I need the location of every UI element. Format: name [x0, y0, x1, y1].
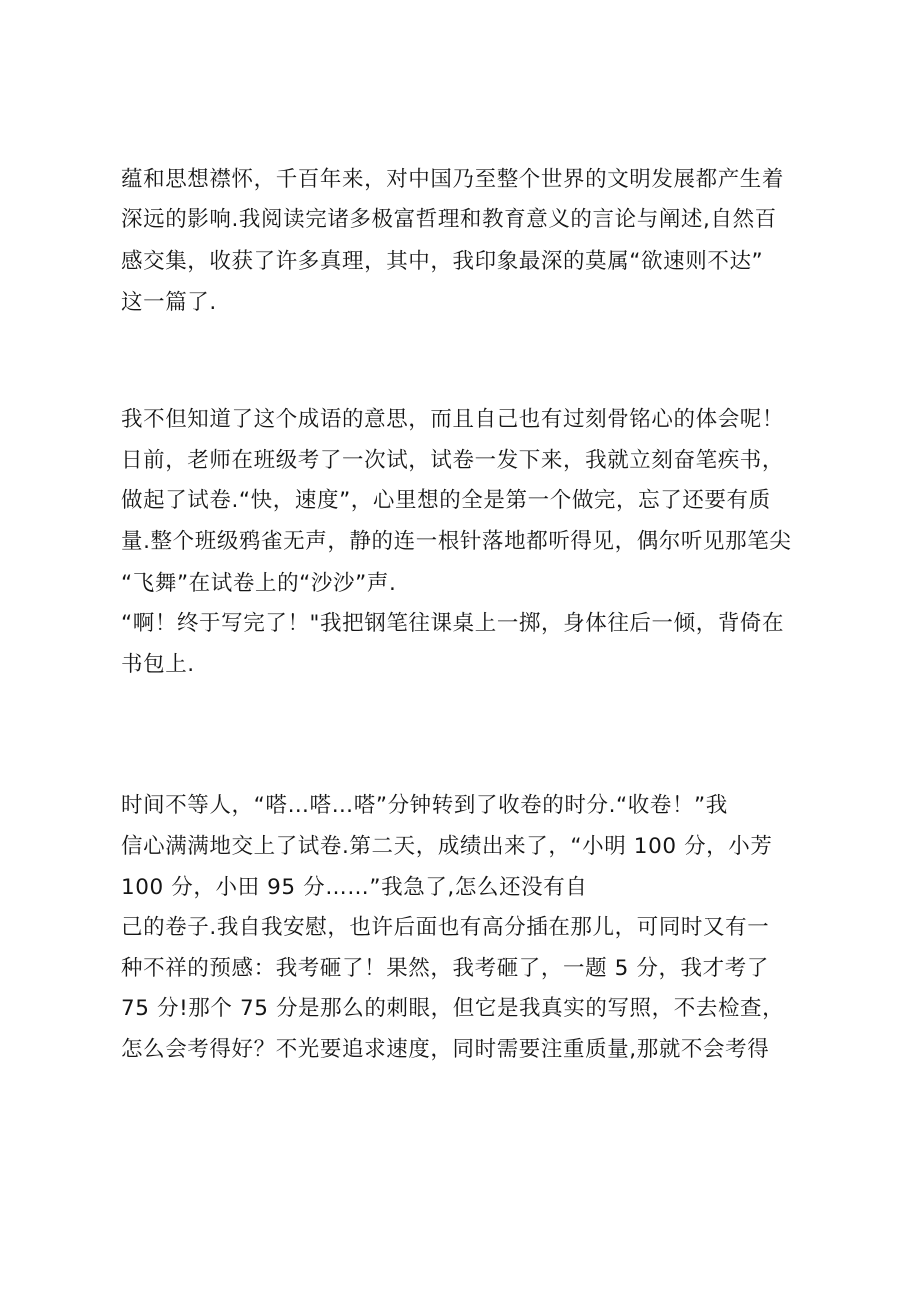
- paragraph-3-line-3: 100 分，小田 95 分……”我急了,怎么还没有自: [121, 875, 588, 900]
- paragraph-3-line-2: 信心满满地交上了试卷.第二天，成绩出来了，“小明 100 分，小芳: [121, 834, 773, 859]
- paragraph-2-line-3: 做起了试卷.“快，速度”，心里想的全是第一个做完，忘了还要有质: [121, 488, 771, 513]
- paragraph-1-line-3: 感交集，收获了许多真理，其中，我印象最深的莫属“欲速则不达”: [121, 249, 764, 274]
- paragraph-2-line-7: 书包上.: [121, 652, 195, 677]
- paragraph-3-line-5: 种不祥的预感：我考砸了！果然，我考砸了，一题 5 分，我才考了: [121, 956, 769, 981]
- paragraph-3-line-4: 己的卷子.我自我安慰，也许后面也有高分插在那儿，可同时又有一: [121, 915, 770, 940]
- paragraph-1-line-1: 蕴和思想襟怀，千百年来，对中国乃至整个世界的文明发展都产生着: [121, 167, 785, 192]
- paragraph-1-line-4: 这一篇了.: [121, 290, 217, 315]
- paragraph-2-line-2: 日前，老师在班级考了一次试，试卷一发下来，我就立刻奋笔疾书，: [121, 448, 785, 473]
- paragraph-1-line-2: 深远的影响.我阅读完诸多极富哲理和教育意义的言论与阐述,自然百: [121, 207, 777, 232]
- paragraph-2-line-5: “飞舞”在试卷上的“沙沙”声.: [121, 571, 397, 596]
- paragraph-2-line-4: 量.整个班级鸦雀无声，静的连一根针落地都听得见，偶尔听见那笔尖: [121, 529, 792, 554]
- paragraph-2-line-6: “啊！终于写完了！"我把钢笔往课桌上一掷，身体往后一倾，背倚在: [121, 611, 785, 636]
- paragraph-2-line-1: 我不但知道了这个成语的意思，而且自己也有过刻骨铭心的体会呢！: [121, 407, 785, 432]
- paragraph-3-line-7: 怎么会考得好？不光要追求速度，同时需要注重质量,那就不会考得: [121, 1037, 770, 1062]
- paragraph-3-line-1: 时间不等人，“嗒…嗒…嗒”分钟转到了收卷的时分.“收卷！”我: [121, 793, 728, 818]
- paragraph-3-line-6: 75 分!那个 75 分是那么的刺眼，但它是我真实的写照，不去检查，: [121, 996, 785, 1021]
